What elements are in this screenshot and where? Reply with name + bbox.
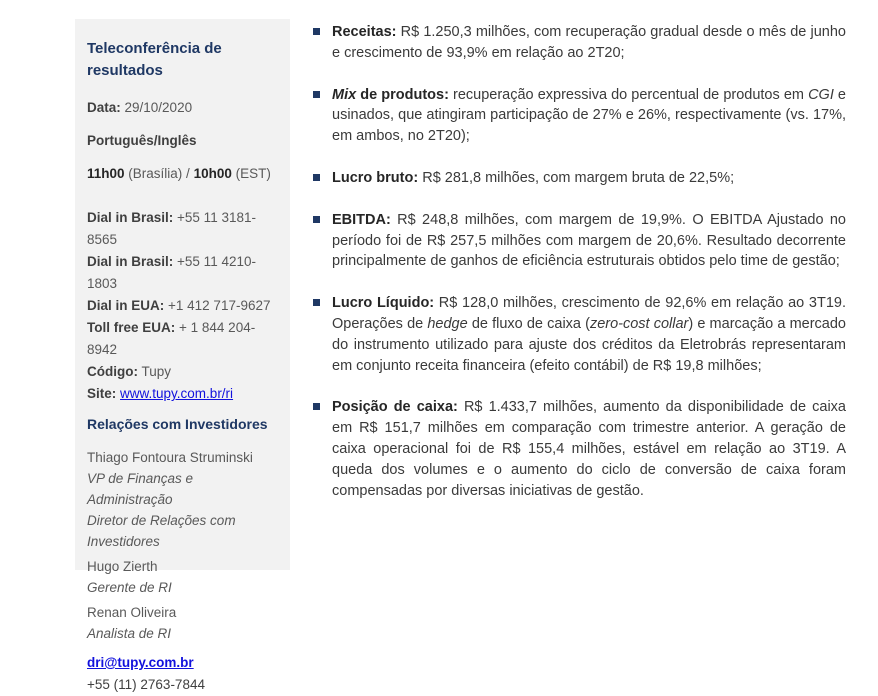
- investor-relations-heading: Relações com Investidores: [87, 416, 268, 432]
- contact-name: Renan Oliveira: [87, 605, 177, 620]
- date-value: 29/10/2020: [120, 100, 193, 115]
- bullet-posicao-caixa: [313, 397, 851, 501]
- dial-info: [87, 207, 280, 405]
- date-line: [87, 97, 280, 119]
- contact-card: [87, 556, 280, 598]
- dial-line: Dial in EUA: +1 412 717-9627: [87, 298, 271, 313]
- bullet-text: Lucro Líquido: R$ 128,0 milhões, crescimento de 92,6% em relação ao 3T19. Operações de hedge de fluxo de caixa (zero-cost collar) e marcação a mercado do instrumento utilizado para ajuste dos créditos da Eletrobrás representaram em conjunto receita financeira (efeito contábil) de R$ 19,8 milhões;: [332, 295, 851, 374]
- languages-label: Português/Inglês: [87, 133, 197, 148]
- results-highlights: [313, 22, 851, 522]
- site-line: Site: www.tupy.com.br/ri: [87, 386, 234, 401]
- bullet-square-icon: [313, 216, 320, 223]
- contact-card: [87, 602, 280, 644]
- bullet-text: Posição de caixa: R$ 1.433,7 milhões, aumento da disponibilidade de caixa em R$ 151,7 milhões em comparação com trimestre anterior. A geração de caixa operacional foi de R$ 155,4 milhões, estável em relação ao 3T19. A queda dos volumes e o aumento do ciclo de conversão de caixa foram compensadas por diversas iniciativas de gestão.: [332, 399, 851, 499]
- contact-name: Hugo Zierth: [87, 559, 158, 574]
- contact-role: VP de Finanças e Administração: [87, 471, 194, 507]
- date-label: Data:: [87, 100, 121, 115]
- bullet-text: Lucro bruto: R$ 281,8 milhões, com margem bruta de 22,5%;: [332, 169, 735, 186]
- bullet-mix-produtos: [313, 85, 851, 147]
- bullet-lucro-liquido: [313, 293, 851, 376]
- dial-line: Código: Tupy: [87, 364, 172, 379]
- time-line: 11h00 (Brasília) / 10h00 (EST): [87, 166, 271, 181]
- bullet-square-icon: [313, 91, 320, 98]
- bullet-text: Receitas: R$ 1.250,3 milhões, com recuperação gradual desde o mês de junho e crescimento de 93,9% em relação ao 2T20;: [332, 24, 851, 61]
- bullet-text: Mix de produtos: recuperação expressiva do percentual de produtos em CGI e usinados, que atingiram participação de 27% e 26%, respectivamente (vs. 17%, em ambos, no 2T20);: [332, 86, 851, 145]
- bullet-text: EBITDA: R$ 248,8 milhões, com margem de 19,9%. O EBITDA Ajustado no período foi de R$ 257,5 milhões com margem de 20,6%. Resultado decorrente principalmente de ganhos de eficiência estruturais obtidos pelo time de gestão;: [332, 211, 851, 270]
- email-line: [87, 652, 280, 674]
- bullet-lucro-bruto: [313, 168, 846, 189]
- site-link[interactable]: www.tupy.com.br/ri: [120, 386, 234, 401]
- bullet-ebitda: [313, 210, 851, 272]
- bullet-square-icon: [313, 403, 320, 410]
- bullet-square-icon: [313, 174, 320, 181]
- dial-line: Toll free EUA: + 1 844 204-8942: [87, 320, 256, 357]
- email-link[interactable]: dri@tupy.com.br: [87, 655, 194, 670]
- contact-card: [87, 447, 280, 552]
- phone-number: +55 (11) 2763-7844: [87, 677, 205, 692]
- contact-name: Thiago Fontoura Struminski: [87, 450, 253, 465]
- contact-role: Gerente de RI: [87, 580, 172, 595]
- bullet-receitas: [313, 22, 851, 64]
- contact-role: Analista de RI: [87, 626, 172, 641]
- bullet-square-icon: [313, 28, 320, 35]
- teleconference-sidebar: [75, 19, 290, 692]
- bullet-list: [313, 22, 851, 501]
- contact-role: Diretor de Relações com Investidores: [87, 513, 236, 549]
- dial-line: Dial in Brasil: +55 11 3181-8565: [87, 210, 256, 247]
- languages-line: [87, 130, 280, 152]
- sidebar-title: Teleconferência de resultados: [87, 40, 222, 79]
- dial-line: Dial in Brasil: +55 11 4210-1803: [87, 254, 256, 291]
- bullet-square-icon: [313, 299, 320, 306]
